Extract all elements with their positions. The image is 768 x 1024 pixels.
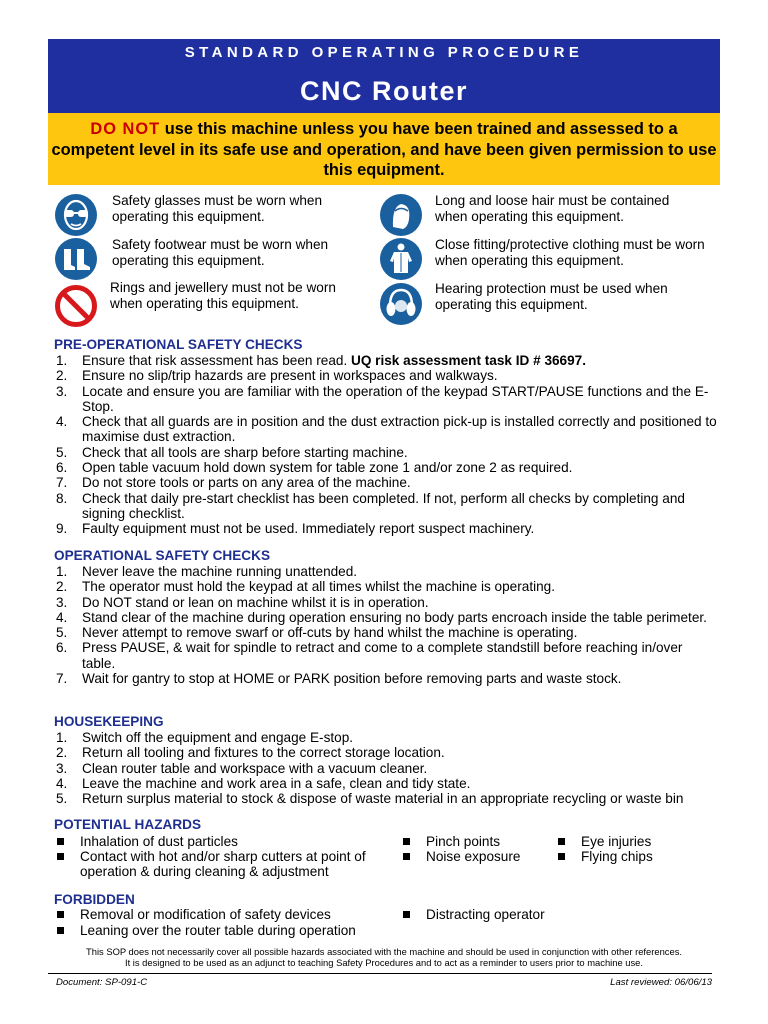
forbidden-heading: FORBIDDEN bbox=[54, 892, 135, 907]
item-number: 4. bbox=[56, 414, 68, 430]
list-item bbox=[54, 610, 718, 625]
pre-operational-list bbox=[54, 353, 718, 537]
hazard-item: Eye injuries bbox=[555, 834, 721, 849]
list-item bbox=[54, 595, 718, 610]
item-number: 1. bbox=[56, 353, 68, 368]
warning-text: use this machine unless you have been trained and assessed to a competent level in its safe use and operation, and have been given permission to use this equipment. bbox=[51, 120, 717, 179]
potential-hazards-heading: POTENTIAL HAZARDS bbox=[54, 817, 202, 832]
item-text: Check that all guards are in position and the dust extraction pick-up is installed correctly and positioned to maximise dust extraction. bbox=[82, 414, 717, 445]
ppe-footwear-text: Safety footwear must be worn when operating this equipment. bbox=[112, 237, 329, 268]
item-text: Never attempt to remove swarf or off-cuts by hand whilst the machine is operating. bbox=[82, 625, 578, 641]
item-number: 3. bbox=[56, 594, 68, 610]
item-bold-text: UQ risk assessment task ID # 36697. bbox=[351, 353, 587, 368]
list-item bbox=[54, 640, 718, 671]
item-text: Press PAUSE, & wait for spindle to retract and come to a complete standstill before reaching in/over table. bbox=[82, 640, 683, 671]
item-text: Switch off the equipment and engage E-stop. bbox=[82, 730, 354, 745]
forbidden-item: Leaning over the router table during operation bbox=[54, 923, 420, 938]
item-number: 2. bbox=[56, 579, 68, 595]
hazard-item: Noise exposure bbox=[400, 849, 566, 864]
item-text: Return surplus material to stock & dispose of waste material in an appropriate recycling or waste bin bbox=[82, 791, 684, 807]
list-item bbox=[54, 491, 718, 522]
item-number: 1. bbox=[56, 730, 68, 745]
hazard-item: Pinch points bbox=[400, 834, 566, 849]
housekeeping-list bbox=[54, 730, 718, 806]
list-item bbox=[54, 730, 718, 745]
item-text: The operator must hold the keypad at all times whilst the machine is operating. bbox=[82, 579, 556, 595]
item-text: Return all tooling and fixtures to the correct storage location. bbox=[82, 745, 445, 761]
disclaimer bbox=[48, 946, 720, 968]
item-number: 4. bbox=[56, 609, 68, 625]
forbidden-item: Distracting operator bbox=[400, 907, 626, 922]
item-text: Check that all tools are sharp before starting machine. bbox=[82, 444, 408, 460]
item-text: Locate and ensure you are familiar with the operation of the keypad START/PAUSE functions and the E-Stop. bbox=[82, 383, 709, 414]
item-text: Open table vacuum hold down system for table zone 1 and/or zone 2 as required. bbox=[82, 460, 573, 476]
item-number: 3. bbox=[56, 760, 68, 776]
pre-operational-heading: PRE-OPERATIONAL SAFETY CHECKS bbox=[54, 337, 303, 352]
item-number: 7. bbox=[56, 475, 68, 491]
item-number: 2. bbox=[56, 368, 68, 384]
list-item bbox=[54, 564, 718, 579]
sop-header bbox=[48, 39, 720, 113]
ppe-hair-text: Long and loose hair must be contained when operating this equipment. bbox=[435, 193, 670, 224]
item-text: Ensure that risk assessment has been read. bbox=[82, 353, 351, 368]
hazard-item: Flying chips bbox=[555, 849, 721, 864]
list-item bbox=[54, 521, 718, 536]
protective-clothing-icon bbox=[379, 237, 423, 281]
item-text: Wait for gantry to stop at HOME or PARK position before removing parts and waste stock. bbox=[82, 671, 622, 687]
item-text: Do NOT stand or lean on machine whilst it is in operation. bbox=[82, 594, 429, 610]
list-item bbox=[54, 445, 718, 460]
list-item bbox=[54, 353, 718, 368]
ppe-jewellery-text: Rings and jewellery must not be worn when operating this equipment. bbox=[110, 280, 336, 311]
list-item bbox=[54, 671, 718, 686]
list-item bbox=[54, 761, 718, 776]
hazard-item: Inhalation of dust particles bbox=[54, 834, 410, 849]
item-number: 8. bbox=[56, 490, 68, 506]
item-text: Do not store tools or parts on any area of the machine. bbox=[82, 475, 411, 491]
item-number: 3. bbox=[56, 383, 68, 399]
list-item bbox=[54, 384, 718, 415]
list-item bbox=[54, 475, 718, 490]
item-text: Leave the machine and work area in a safe, clean and tidy state. bbox=[82, 775, 471, 791]
item-number: 6. bbox=[56, 640, 68, 656]
item-text: Clean router table and workspace with a vacuum cleaner. bbox=[82, 760, 428, 776]
item-number: 4. bbox=[56, 775, 68, 791]
warning-banner bbox=[48, 113, 720, 185]
forbidden-item: Removal or modification of safety devices bbox=[54, 907, 420, 922]
item-number: 7. bbox=[56, 671, 68, 687]
list-item bbox=[54, 579, 718, 594]
do-not-text: DO NOT bbox=[90, 120, 161, 138]
housekeeping-heading: HOUSEKEEPING bbox=[54, 714, 164, 729]
operational-heading: OPERATIONAL SAFETY CHECKS bbox=[54, 548, 271, 563]
item-number: 5. bbox=[56, 625, 68, 641]
list-item bbox=[54, 776, 718, 791]
item-text: Stand clear of the machine during operation ensuring no body parts encroach inside the table perimeter. bbox=[82, 609, 707, 625]
sop-label: STANDARD OPERATING PROCEDURE bbox=[184, 44, 584, 61]
ppe-hearing-text: Hearing protection must be used when operating this equipment. bbox=[435, 281, 668, 312]
list-item bbox=[54, 745, 718, 760]
list-item bbox=[54, 625, 718, 640]
page-title: CNC Router bbox=[300, 76, 468, 106]
hair-contained-icon bbox=[379, 193, 423, 237]
item-number: 9. bbox=[56, 521, 68, 537]
list-item bbox=[54, 414, 718, 445]
item-text: Ensure no slip/trip hazards are present in workspaces and walkways. bbox=[82, 368, 498, 384]
item-text: Faulty equipment must not be used. Immediately report suspect machinery. bbox=[82, 521, 535, 537]
item-text: Check that daily pre-start checklist has been completed. If not, perform all checks by completing and signing checklist. bbox=[82, 490, 685, 521]
item-number: 6. bbox=[56, 460, 68, 476]
disclaimer-line-1: This SOP does not necessarily cover all possible hazards associated with the machine and should be used in conjunction with other references. bbox=[86, 946, 682, 957]
safety-glasses-icon bbox=[54, 193, 98, 237]
disclaimer-line-2: It is designed to be used as an adjunct to teaching Safety Procedures and to act as a reminder to users prior to machine use. bbox=[124, 957, 643, 968]
item-number: 5. bbox=[56, 791, 68, 807]
list-item bbox=[54, 368, 718, 383]
ppe-safety-glasses-text: Safety glasses must be worn when operating this equipment. bbox=[112, 193, 323, 224]
no-jewellery-icon bbox=[54, 284, 98, 328]
hearing-protection-icon bbox=[379, 282, 423, 326]
ppe-clothing-text: Close fitting/protective clothing must be worn when operating this equipment. bbox=[435, 237, 705, 268]
item-number: 5. bbox=[56, 444, 68, 460]
item-text: Never leave the machine running unattended. bbox=[82, 564, 358, 579]
list-item bbox=[54, 791, 718, 806]
item-number: 1. bbox=[56, 564, 68, 579]
item-number: 2. bbox=[56, 745, 68, 761]
hazard-item: Contact with hot and/or sharp cutters at point of operation & during cleaning & adjustment bbox=[54, 849, 410, 880]
document-id: Document: SP-091-C bbox=[56, 977, 148, 988]
safety-footwear-icon bbox=[54, 237, 98, 281]
footer-divider bbox=[48, 973, 712, 974]
last-reviewed: Last reviewed: 06/06/13 bbox=[610, 977, 712, 988]
list-item bbox=[54, 460, 718, 475]
operational-list bbox=[54, 564, 718, 686]
